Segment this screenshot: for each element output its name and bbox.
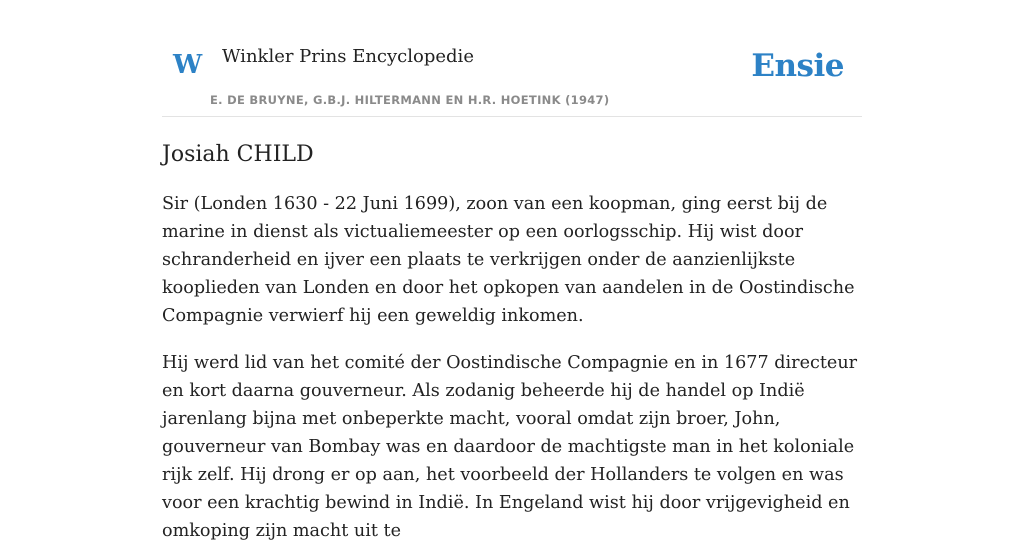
article-title: Josiah CHILD — [162, 142, 314, 167]
article — [162, 138, 862, 545]
winkler-prins-logo[interactable]: W — [173, 50, 203, 80]
book-authors: E. DE BRUYNE, G.B.J. HILTERMANN EN H.R. HOETINK (1947) — [210, 93, 610, 107]
article-paragraph: Hij werd lid van het comité der Oostindische Compagnie en in 1677 directeur en kort daarna gouverneur. Als zodanig beheerde hij de handel op Indië jarenlang bijna met onbeperkte macht, vooral omdat zijn broer, John, gouverneur van Bombay was en daardoor de machtigste man in het koloniale rijk zelf. Hij drong er op aan, het voorbeeld der Hollanders te volgen en was voor een krachtig bewind in Indië. In Engeland wist hij door vrijgevigheid en omkoping zijn macht uit te — [162, 353, 858, 541]
book-title-link[interactable]: Winkler Prins Encyclopedie — [222, 46, 474, 67]
article-paragraph: Sir (Londen 1630 - 22 Juni 1699), zoon van een koopman, ging eerst bij de marine in dienst als victualiemeester op een oorlogsschip. Hij wist door schranderheid en ijver een plaats te verkrijgen onder de aanzienlijkste kooplieden van Londen en door het opkopen van aandelen in de Oostindische Compagnie verwierf hij een geweldig inkomen. — [162, 194, 855, 326]
site-header — [162, 0, 862, 117]
ensie-logo-link[interactable]: Ensie — [751, 48, 844, 84]
